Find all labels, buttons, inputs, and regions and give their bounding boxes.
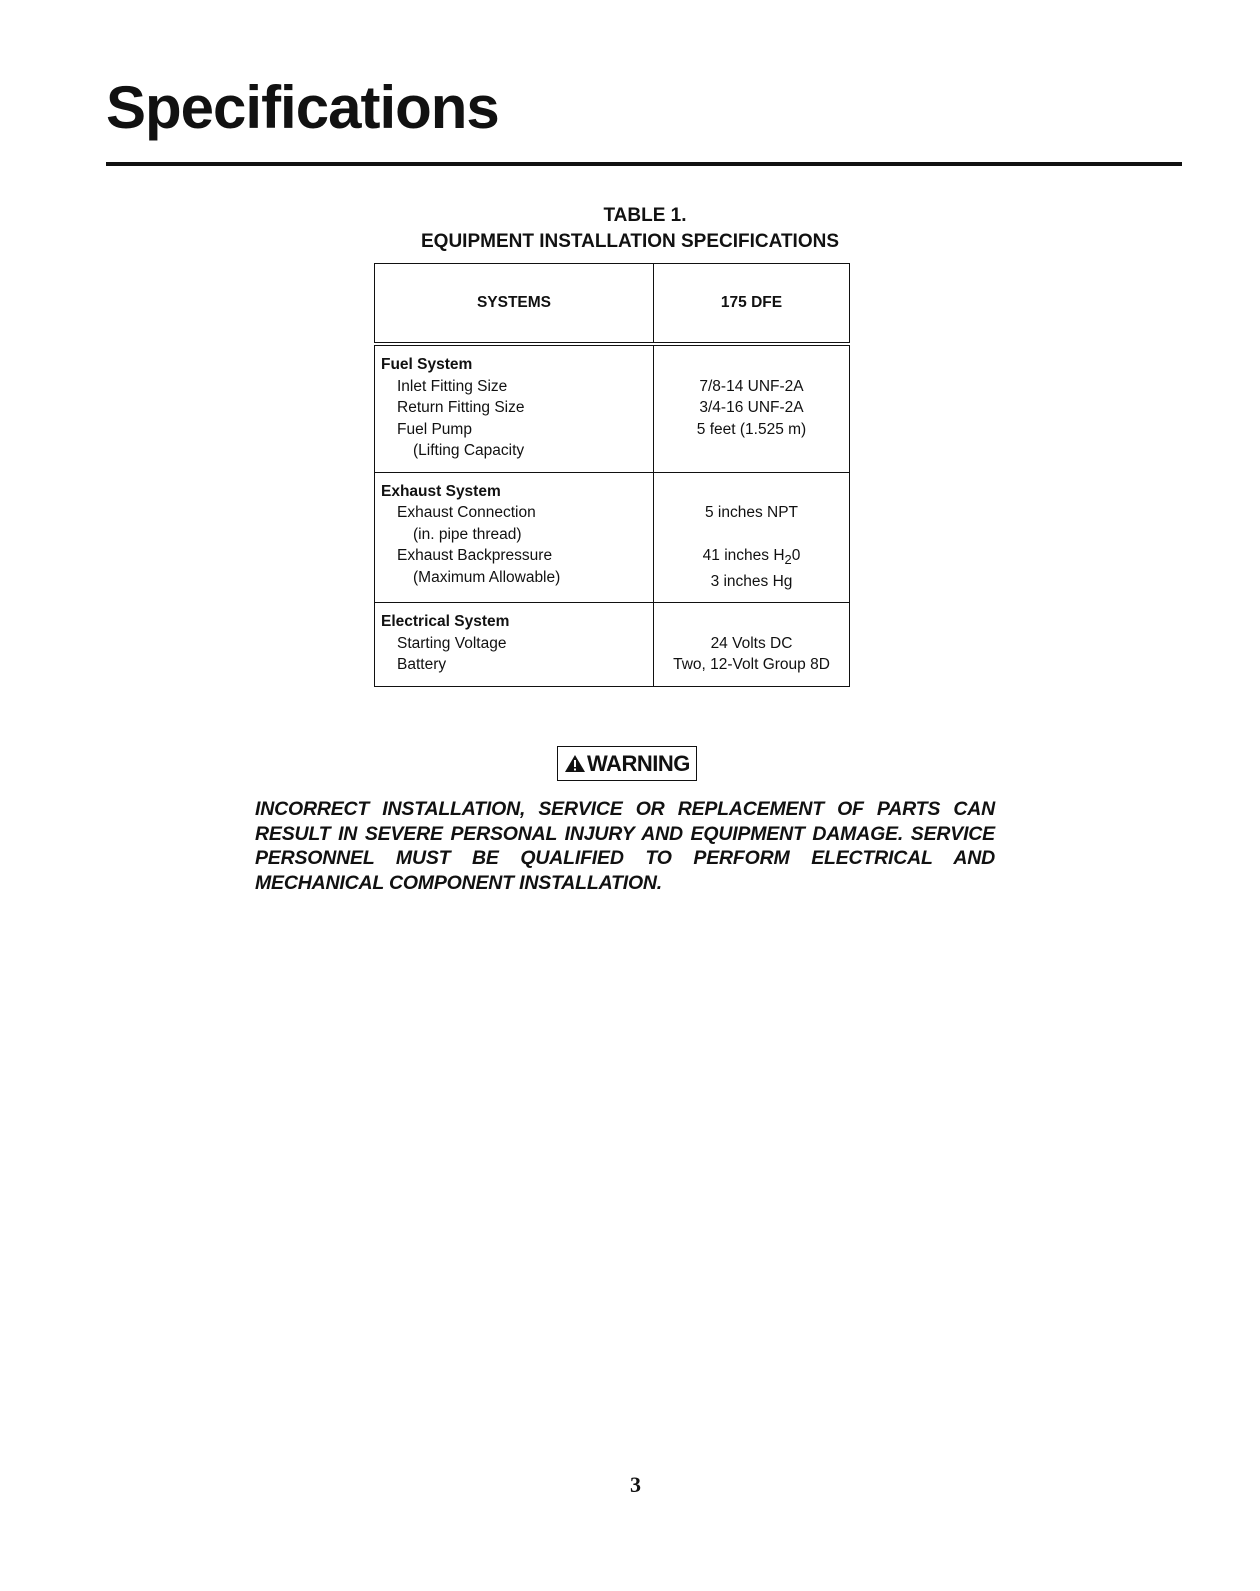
- header-model: 175 DFE: [654, 264, 850, 345]
- fuel-pump-sublabel: (Lifting Capacity: [413, 442, 525, 459]
- page-number: 3: [630, 1472, 641, 1497]
- specifications-table: [374, 263, 850, 687]
- exhaust-backpressure-label: Exhaust Backpressure: [397, 547, 553, 564]
- electrical-system-heading: Electrical System: [381, 613, 510, 631]
- exhaust-connection-sublabel: (in. pipe thread): [413, 525, 522, 543]
- exhaust-connection-label: Exhaust Connection: [397, 504, 536, 521]
- warning-text: INCORRECT INSTALLATION, SERVICE OR REPLACEMENT OF PARTS CAN RESULT IN SEVERE PERSONAL INJURY AND EQUIPMENT DAMAGE. SERVICE PERSONNEL MUST BE QUALIFIED TO PERFORM ELECTRICAL AND MECHANICAL COMPONENT INSTALLATION.: [255, 798, 995, 894]
- exhaust-system-heading: Exhaust System: [381, 482, 501, 500]
- fuel-system-heading: Fuel System: [381, 356, 473, 373]
- battery-label: Battery: [397, 656, 447, 674]
- battery-value: Two, 12-Volt Group 8D: [673, 656, 830, 674]
- exhaust-backpressure-value-mercury: 3 inches Hg: [710, 572, 793, 590]
- fuel-system-labels: [375, 344, 654, 472]
- warning-badge: [557, 746, 697, 781]
- electrical-system-values: [654, 603, 850, 687]
- inlet-fitting-label: Inlet Fitting Size: [397, 377, 508, 395]
- warning-triangle-icon: [564, 754, 586, 773]
- return-fitting-value: 3/4-16 UNF-2A: [699, 399, 804, 416]
- exhaust-system-labels: [375, 472, 654, 603]
- starting-voltage-value: 24 Volts DC: [710, 634, 793, 652]
- exhaust-system-values: [654, 472, 850, 603]
- header-systems: SYSTEMS: [375, 264, 654, 345]
- warning-label: WARNING: [587, 751, 690, 776]
- starting-voltage-label: Starting Voltage: [397, 634, 507, 652]
- fuel-system-values: [654, 344, 850, 472]
- table-row-fuel-system: [375, 344, 850, 472]
- inlet-fitting-value: 7/8-14 UNF-2A: [699, 377, 804, 395]
- page-title: Specifications: [106, 74, 499, 141]
- table-row-exhaust-system: [375, 472, 850, 603]
- table-header-row: [375, 264, 850, 345]
- fuel-pump-value: 5 feet (1.525 m): [696, 420, 807, 438]
- table-caption: [340, 203, 920, 255]
- exhaust-connection-value: 5 inches NPT: [704, 504, 799, 521]
- title-rule: [106, 162, 1182, 166]
- table-title: EQUIPMENT INSTALLATION SPECIFICATIONS: [421, 231, 839, 252]
- electrical-system-labels: [375, 603, 654, 687]
- exhaust-backpressure-value-water: 41 inches $H_20$: [702, 547, 801, 568]
- return-fitting-label: Return Fitting Size: [397, 399, 525, 416]
- table-row-electrical-system: [375, 603, 850, 687]
- exhaust-backpressure-sublabel: (Maximum Allowable): [413, 568, 561, 586]
- fuel-pump-label: Fuel Pump: [397, 420, 472, 438]
- table-number: TABLE 1.: [603, 205, 687, 226]
